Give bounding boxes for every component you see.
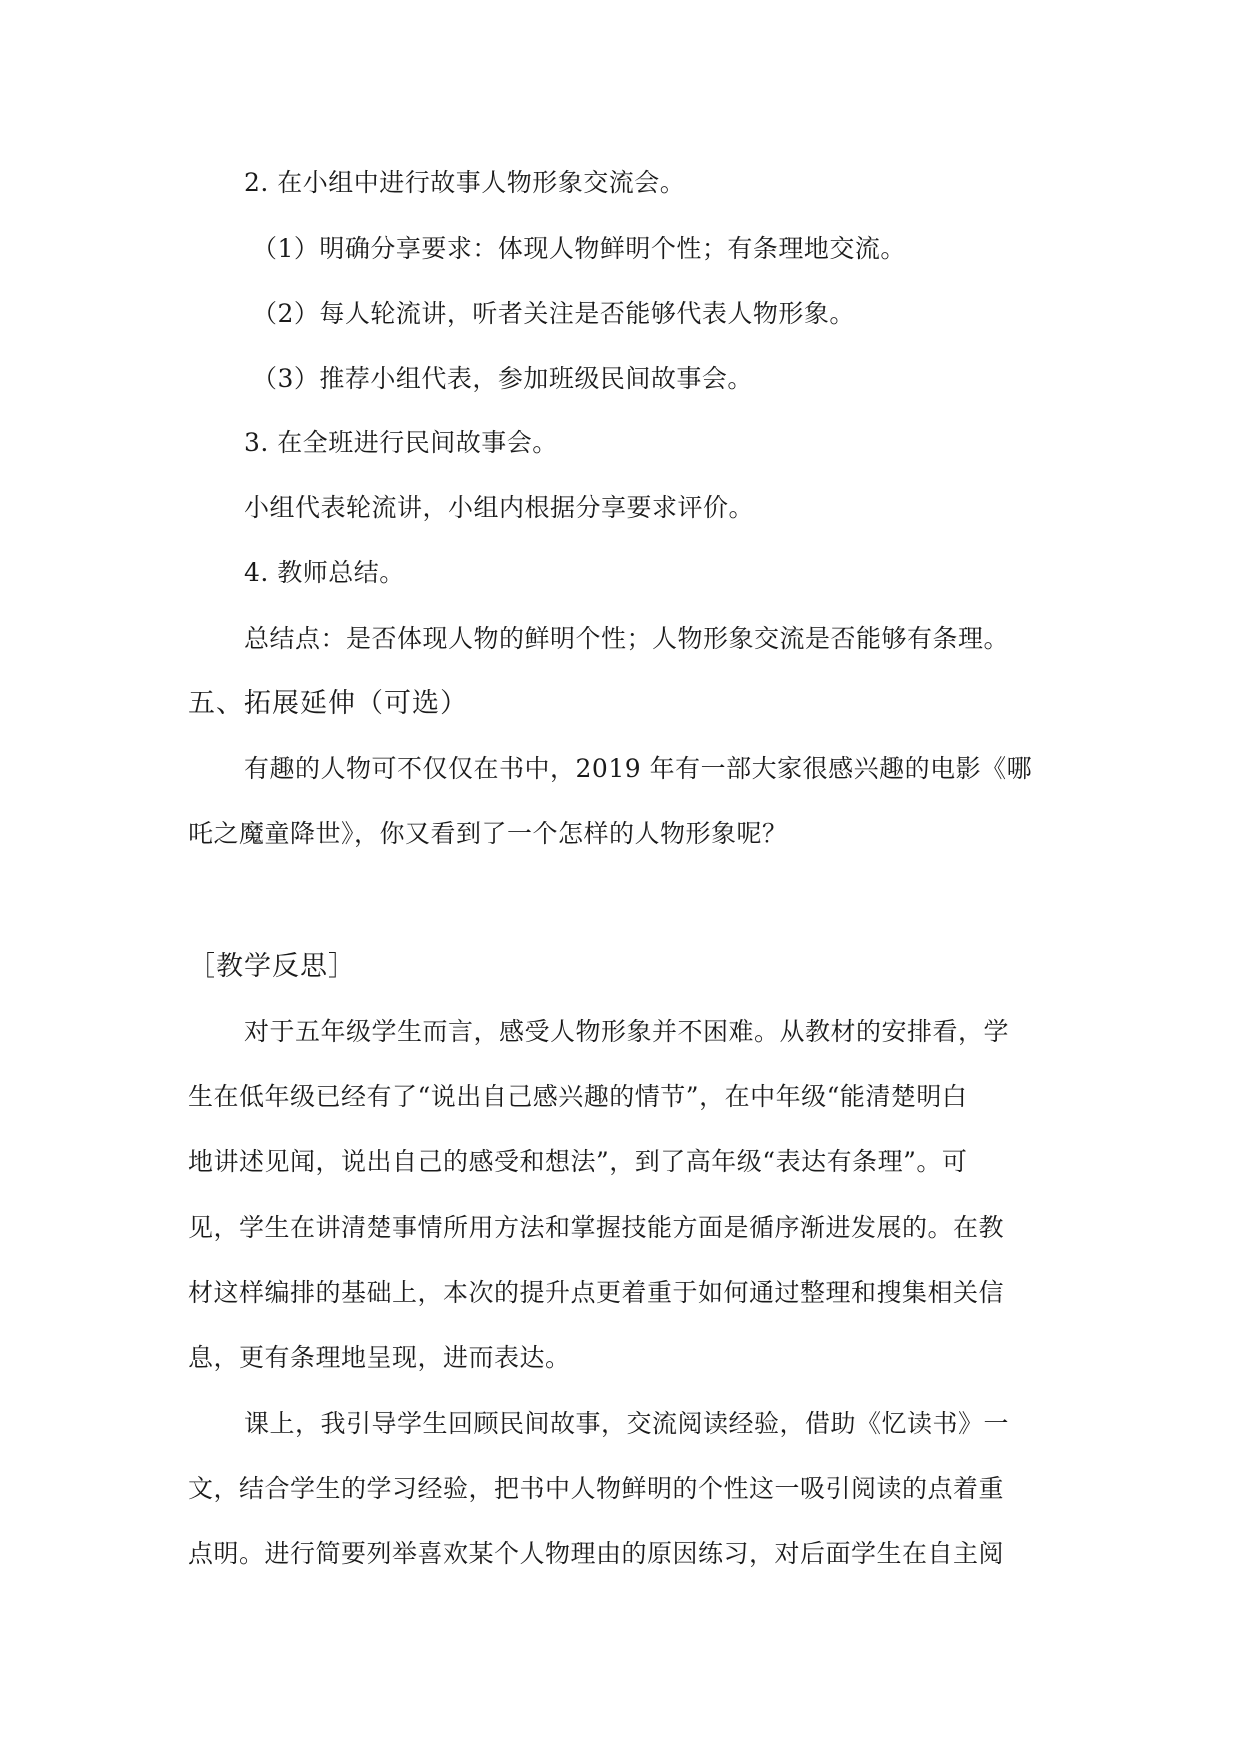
extension-line-1: 有趣的人物可不仅仅在书中，2019 年有一部大家很感兴趣的电影《哪 [244,754,1033,783]
reflection-p2-line-1: 课上，我引导学生回顾民间故事，交流阅读经验，借助《忆读书》一 [244,1409,1010,1438]
step-2-item-1: （1）明确分享要求：体现人物鲜明个性；有条理地交流。 [252,234,906,263]
step-4-title: 4. 教师总结。 [244,558,405,587]
reflection-p2-line-2: 文，结合学生的学习经验，把书中人物鲜明的个性这一吸引阅读的点着重 [188,1474,1005,1503]
reflection-p1-line-1: 对于五年级学生而言，感受人物形象并不困难。从教材的安排看，学 [244,1017,1010,1046]
step-2-item-3: （3）推荐小组代表，参加班级民间故事会。 [252,364,753,393]
reflection-p1-line-2: 生在低年级已经有了“说出自己感兴趣的情节”，在中年级“能清楚明白 [188,1082,968,1111]
reflection-p1-line-5: 材这样编排的基础上，本次的提升点更着重于如何通过整理和搜集相关信 [188,1278,1005,1307]
extension-heading: 五、拓展延伸（可选） [188,688,468,719]
reflection-heading: ［教学反思］ [188,951,356,982]
step-2-title: 2. 在小组中进行故事人物形象交流会。 [244,168,686,197]
step-4-body: 总结点：是否体现人物的鲜明个性；人物形象交流是否能够有条理。 [244,624,1010,653]
reflection-p1-line-4: 见，学生在讲清楚事情所用方法和掌握技能方面是循序渐进发展的。在教 [188,1213,1005,1242]
step-2-item-2: （2）每人轮流讲，听者关注是否能够代表人物形象。 [252,299,855,328]
reflection-p2-line-3: 点明。进行简要列举喜欢某个人物理由的原因练习，对后面学生在自主阅 [188,1539,1005,1568]
reflection-p1-line-3: 地讲述见闻，说出自己的感受和想法”，到了高年级“表达有条理”。可 [188,1147,968,1176]
extension-line-2: 吒之魔童降世》，你又看到了一个怎样的人物形象呢？ [188,819,788,848]
step-3-title: 3. 在全班进行民间故事会。 [244,428,558,457]
step-3-body: 小组代表轮流讲，小组内根据分享要求评价。 [244,493,755,522]
reflection-p1-line-6: 息，更有条理地呈现，进而表达。 [188,1343,571,1372]
